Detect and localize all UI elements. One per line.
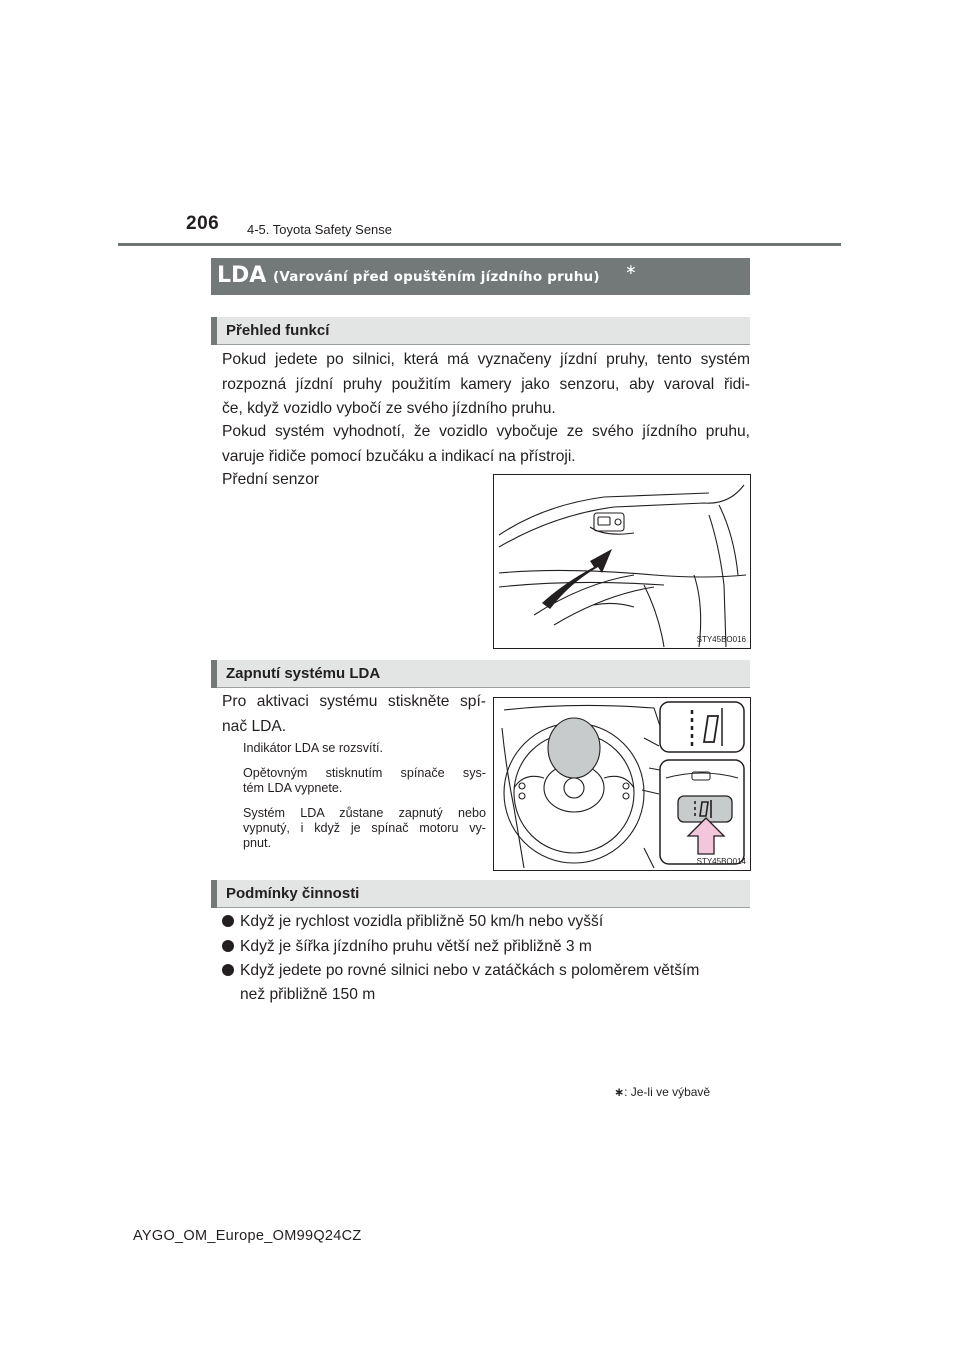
turn-on-note-2 [243,766,486,796]
footnote-text: : Je-li ve výbavě [624,1085,711,1099]
heading-accent [211,660,217,688]
condition-text-2: Když je šířka jízdního pruhu větší než přibližně 3 m [240,938,592,955]
turn-on-note-3-line-1: Systém LDA zůstane zapnutý nebo [243,806,486,820]
title-main: LDA [217,263,267,288]
condition-item-3 [222,959,752,984]
turn-on-line-2: nač LDA. [222,717,287,735]
bullet-icon [222,964,234,976]
title-asterisk: ∗ [625,261,637,277]
turn-on-heading-bar [211,660,750,688]
turn-on-note-3-line-2: vypnutý, i když je spínač motoru vy- [243,821,486,835]
dashboard-illustration [494,698,750,870]
turn-on-instruction [222,690,486,739]
arrow-icon [542,549,612,609]
lda-switch-figure [493,697,751,871]
overview-heading-bar [211,317,750,345]
figure-code-1: STY45BO016 [696,635,746,644]
footnote [614,1085,710,1099]
condition-item-1 [222,910,752,935]
heading-accent [211,880,217,908]
overview-paragraph-2 [222,420,750,469]
overview-p2-line-2: varuje řidiče pomocí bzučáku a indikací na přístroji. [222,447,576,465]
overview-paragraph-1 [222,348,750,422]
overview-p2-line-1: Pokud systém vyhodnotí, že vozidlo vybočuje ze svého jízdního pruhu, [222,423,750,440]
condition-text-3: Když jedete po rovné silnici nebo v zatáčkách s poloměrem větším [240,962,700,979]
turn-on-note-2-line-1: Opětovným stisknutím spínače sys- [243,766,486,780]
bullet-icon [222,940,234,952]
conditions-heading-bar [211,880,750,908]
turn-on-note-2-line-2: tém LDA vypnete. [243,781,343,795]
turn-on-heading: Zapnutí systému LDA [226,665,381,682]
turn-on-note-3-line-3: pnut. [243,836,272,850]
document-id: AYGO_OM_Europe_OM99Q24CZ [133,1228,362,1244]
condition-text-1: Když je rychlost vozidla přibližně 50 km/h nebo vyšší [240,913,604,930]
turn-on-note-3 [243,806,486,851]
overview-heading: Přehled funkcí [226,322,330,339]
section-label: 4-5. Toyota Safety Sense [247,222,393,237]
footnote-asterisk: ∗ [614,1085,625,1099]
turn-on-note-1: Indikátor LDA se rozsvítí. [243,741,383,755]
title-sub: (Varování před opuštěním jízdního pruhu) [273,269,600,285]
section-title-bar [211,258,750,295]
windshield-illustration [494,475,750,648]
front-sensor-figure [493,474,751,649]
overview-p1-line-3: če, když vozidlo vybočí ze svého jízdního pruhu. [222,400,556,417]
conditions-heading: Podmínky činnosti [226,885,360,902]
figure-code-2: STY45BO014 [696,857,746,866]
condition-item-3-continued: než přibližně 150 m [240,986,376,1003]
turn-on-line-1: Pro aktivaci systému stiskněte spí- [222,693,486,710]
sensor-label: Přední senzor [222,471,320,488]
heading-accent [211,317,217,345]
header-rule [118,243,841,246]
overview-p1-line-1: Pokud jedete po silnici, která má vyznačeny jízdní pruhy, tento systém [222,351,750,368]
page-number: 206 [186,213,220,234]
condition-item-2 [222,935,752,960]
bullet-icon [222,915,234,927]
overview-p1-line-2: rozpozná jízdní pruhy použitím kamery jako senzoru, aby varoval řidi- [222,375,750,393]
